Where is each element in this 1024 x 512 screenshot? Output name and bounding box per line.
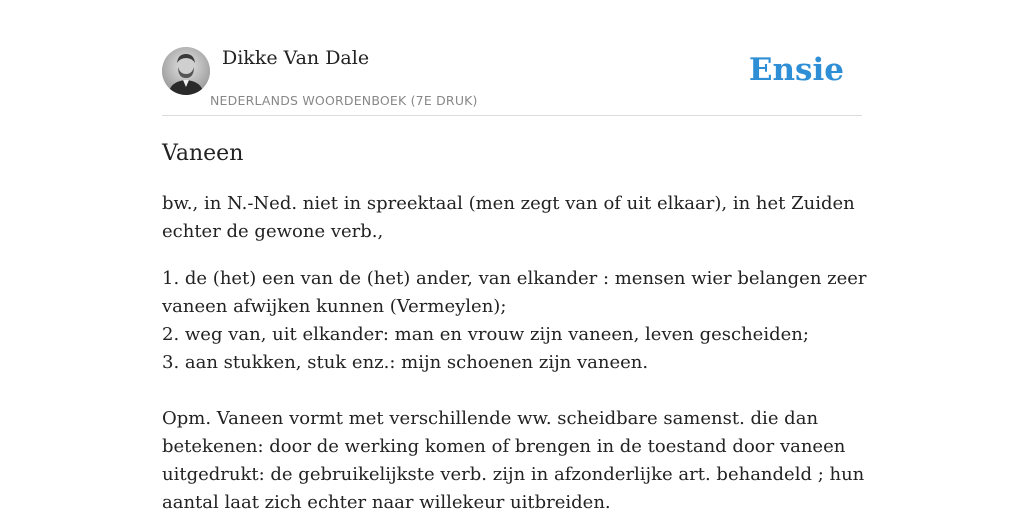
author-name[interactable]: Dikke Van Dale — [222, 47, 370, 69]
text-line: uitgedrukt: de gebruikelijkste verb. zijn in afzonderlijke art. behandeld ; hun — [162, 464, 865, 485]
text-line: aantal laat zich echter naar willekeur uitbreiden. — [162, 492, 611, 512]
text-line: echter de gewone verb., — [162, 221, 384, 242]
text-line: bw., in N.-Ned. niet in spreektaal (men zegt van of uit elkaar), in het Zuiden — [162, 193, 855, 214]
text-line: 3. aan stukken, stuk enz.: mijn schoenen zijn vaneen. — [162, 352, 649, 373]
entry-note — [162, 405, 865, 512]
avatar[interactable] — [162, 47, 210, 95]
brand-logo[interactable]: Ensie — [748, 52, 844, 88]
entry-intro — [162, 190, 862, 246]
entry-content — [162, 138, 867, 512]
text-line: vaneen afwijken kunnen (Vermeylen); — [162, 296, 507, 317]
text-line: betekenen: door de werking komen of brengen in de toestand door vaneen — [162, 436, 846, 457]
header — [162, 46, 862, 116]
text-line: Opm. Vaneen vormt met verschillende ww. scheidbare samenst. die dan — [162, 408, 819, 429]
entry-definitions — [162, 265, 867, 377]
text-line: 2. weg van, uit elkander: man en vrouw zijn vaneen, leven gescheiden; — [162, 324, 809, 345]
author-portrait-icon — [162, 47, 210, 95]
entry-title: Vaneen — [162, 141, 244, 166]
source-label[interactable]: NEDERLANDS WOORDENBOEK (7E DRUK) — [210, 93, 478, 108]
text-line: 1. de (het) een van de (het) ander, van elkander : mensen wier belangen zeer — [162, 268, 867, 289]
